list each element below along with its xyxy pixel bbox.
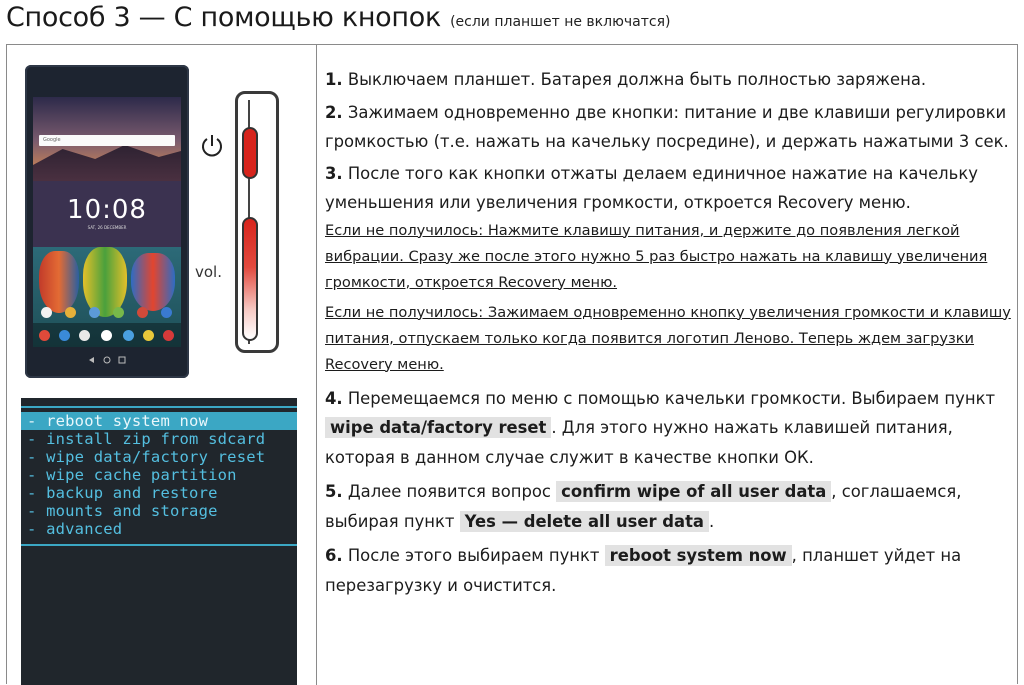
tablet-screen	[33, 97, 181, 347]
step-number: 6.	[325, 546, 343, 565]
column-divider	[316, 45, 317, 685]
step-text: После этого выбираем пункт	[342, 546, 605, 565]
power-key	[242, 127, 258, 179]
app-icon	[113, 307, 124, 318]
instructions	[325, 65, 1015, 600]
menu-item-highlight: confirm wipe of all user data	[556, 481, 831, 502]
content-frame	[6, 44, 1018, 684]
menu-item-highlight: wipe data/factory reset	[325, 417, 551, 438]
recovery-item-wipe-data: - wipe data/factory reset	[27, 448, 266, 466]
step-3	[325, 159, 1015, 218]
step-text: Перемещаемся по меню с помощью качельки громкости. Выбираем пункт	[342, 388, 996, 408]
app-icon	[137, 307, 148, 318]
recovery-item-wipe-cache: - wipe cache partition	[27, 466, 237, 484]
step-number: 1.	[325, 70, 343, 89]
recovery-item-mounts: - mounts and storage	[27, 502, 218, 520]
app-icon	[65, 307, 76, 318]
step-text: Выключаем планшет. Батарея должна быть полностью заряжена.	[342, 70, 927, 89]
step-2	[325, 98, 1015, 157]
boat-image	[131, 253, 175, 311]
app-dock	[33, 323, 181, 347]
volume-rocker	[242, 217, 258, 341]
step-5	[325, 477, 1015, 536]
tablet-nav-buttons	[85, 355, 129, 365]
step-text: . Для этого нужно нажать клавишей питания, которая в данном случае служит в качестве кнопки ОК.	[325, 418, 953, 467]
page-title-subtitle: (если планшет не включатся)	[450, 14, 671, 30]
step-text: , планшет уйдет на перезагрузку и очистится.	[325, 546, 962, 595]
recovery-bottom-line	[21, 544, 297, 546]
recovery-menu-screenshot	[21, 398, 297, 685]
step-4	[325, 384, 1015, 473]
note-2: Если не получилось: Зажимаем одновременно кнопку увеличения громкости и клавишу питания, отпускаем только когда появится логотип Леново. Теперь ждем загрузки Recovery меню.	[325, 303, 1011, 373]
step-6	[325, 541, 1015, 600]
recovery-top-line	[21, 406, 297, 408]
menu-item-highlight: reboot system now	[605, 545, 792, 566]
menu-item-highlight: Yes — delete all user data	[460, 511, 709, 532]
volume-label: vol.	[195, 263, 222, 281]
recovery-item-install-zip: - install zip from sdcard	[27, 430, 266, 448]
step-number: 3.	[325, 163, 343, 183]
phone-app-icon	[39, 330, 50, 341]
media-app-icon	[163, 330, 174, 341]
camera-app-icon	[79, 330, 90, 341]
step-1	[325, 65, 1015, 95]
recovery-item-advanced: - advanced	[27, 520, 123, 538]
recovery-item-reboot: - reboot system now	[21, 412, 297, 430]
browser-app-icon	[123, 330, 134, 341]
clock-widget: 10:08	[67, 195, 147, 225]
app-icon	[89, 307, 100, 318]
step-number: 4.	[325, 388, 343, 408]
chrome-app-icon	[143, 330, 154, 341]
step-text: После того как кнопки отжаты делаем единичное нажатие на качельку уменьшения или увеличения громкости, откроется Recovery меню.	[325, 163, 978, 212]
apps-drawer-icon	[101, 330, 112, 341]
step-text: , соглашаемся, выбирая пункт	[325, 482, 962, 531]
page-title-main: Способ 3 — С помощью кнопок	[6, 2, 441, 33]
app-icon	[161, 307, 172, 318]
step-text: .	[708, 511, 715, 531]
step-text: Далее появится вопрос	[342, 482, 557, 501]
app-icon	[41, 307, 52, 318]
power-icon	[199, 133, 225, 159]
tablet-illustration	[25, 65, 189, 378]
boat-image	[39, 251, 79, 313]
step-text: Зажимаем одновременно две кнопки: питание и две клавиши регулировки громкостью (т.е. нажать на качельку посредине), и держать нажатыми 3 сек.	[325, 102, 1009, 151]
step-number: 2.	[325, 102, 343, 122]
recovery-item-backup: - backup and restore	[27, 484, 218, 502]
clock-date: SAT, 26 DECEMBER	[87, 225, 127, 230]
google-search-bar: Google	[39, 135, 175, 146]
note-1: Если не получилось: Нажмите клавишу питания, и держите до появления легкой вибрации. Сразу же после этого нужно 5 раз быстро нажать на клавишу увеличения громкости, откроется Recovery меню.	[325, 221, 988, 291]
page-title	[6, 2, 670, 42]
messages-app-icon	[59, 330, 70, 341]
step-number: 5.	[325, 482, 343, 501]
